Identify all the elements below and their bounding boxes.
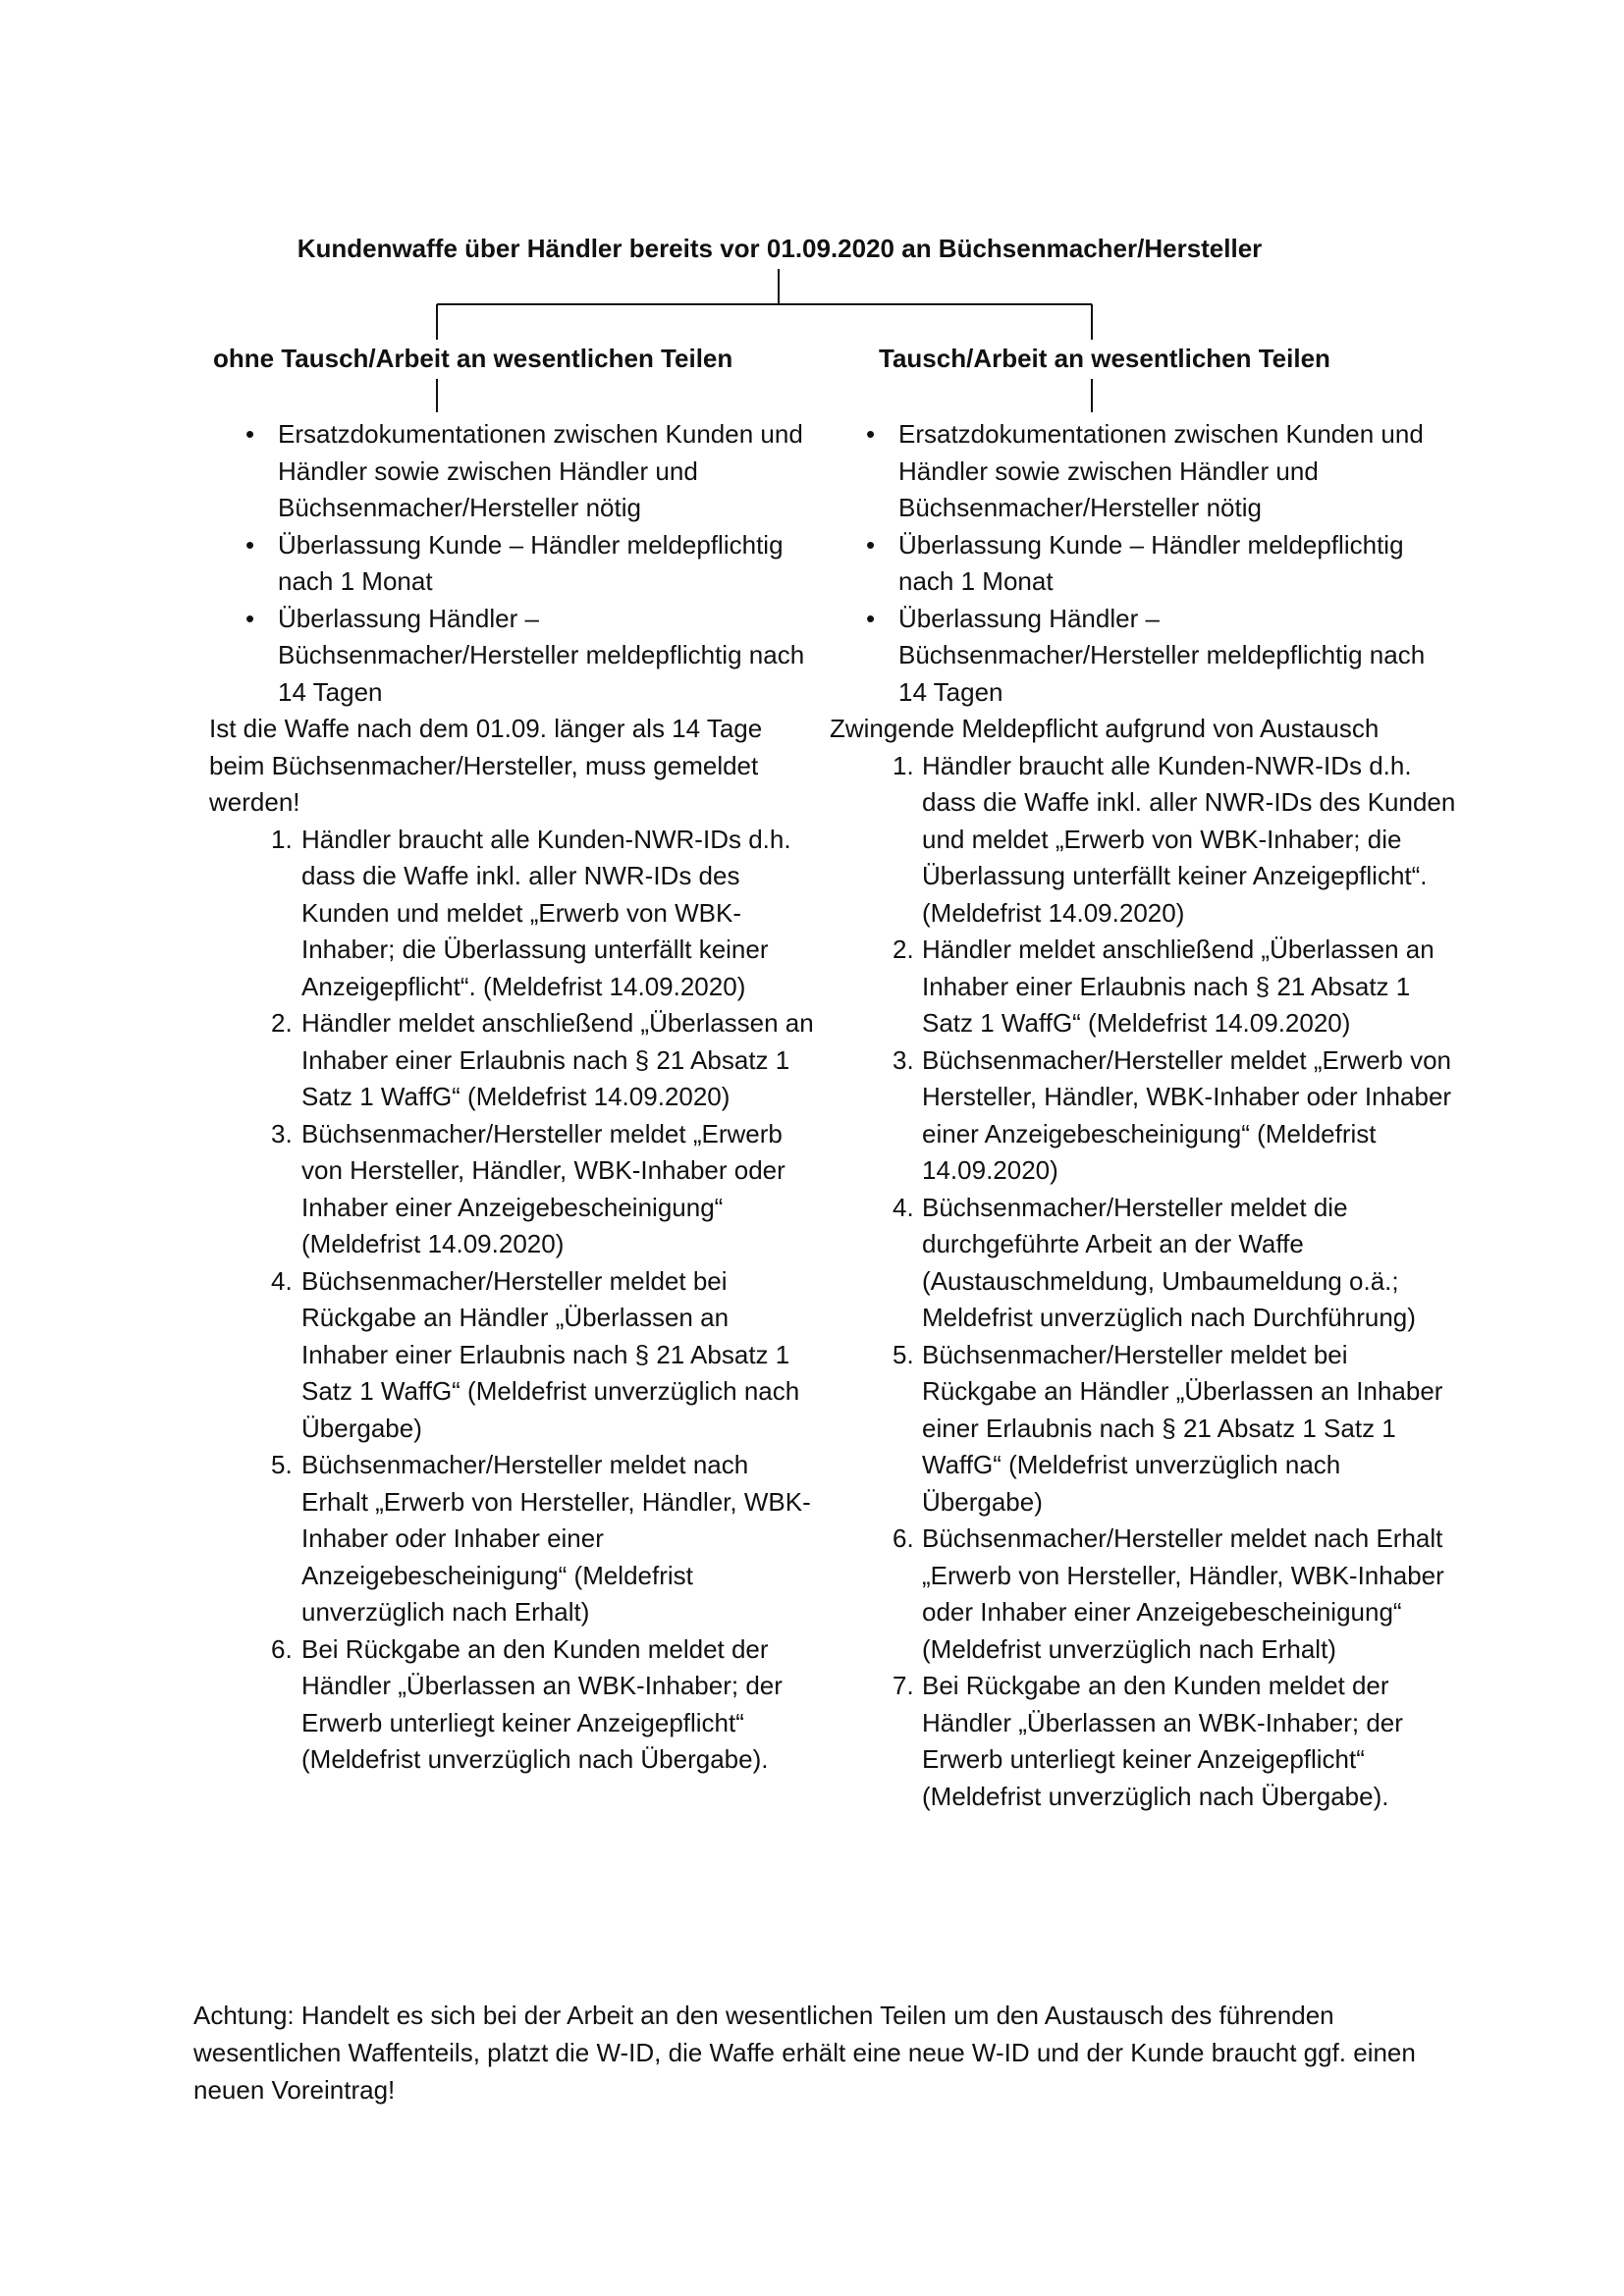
list-item bbox=[209, 1263, 818, 1448]
step-number: 6. bbox=[893, 1523, 914, 1553]
list-item: • Überlassung Kunde – Händler meldepflichtig nach 1 Monat bbox=[830, 527, 1458, 601]
list-item: • Überlassung Kunde – Händler meldepflichtig nach 1 Monat bbox=[209, 527, 818, 601]
step-text: Büchsenmacher/Hersteller meldet „Erwerb von Hersteller, Händler, WBK-Inhaber oder Inhaber einer Anzeigebescheinigung“ (Meldefrist 14.09.2020) bbox=[301, 1118, 785, 1258]
list-item bbox=[830, 1521, 1458, 1668]
list-item bbox=[830, 932, 1458, 1042]
step-text: Bei Rückgabe an den Kunden meldet der Händler „Überlassen an WBK-Inhaber; der Erwerb unterliegt keiner Anzeigepflicht“ (Meldefrist unverzüglich nach Übergabe). bbox=[301, 1633, 783, 1774]
list-item bbox=[209, 1005, 818, 1116]
right-bullet-list bbox=[830, 416, 1458, 711]
step-text: Bei Rückgabe an den Kunden meldet der Händler „Überlassen an WBK-Inhaber; der Erwerb unterliegt keiner Anzeigepflicht“ (Meldefrist unverzüglich nach Übergabe). bbox=[922, 1671, 1403, 1811]
step-number: 2. bbox=[893, 934, 914, 964]
list-item bbox=[830, 1042, 1458, 1190]
left-column bbox=[209, 416, 818, 1779]
list-item bbox=[830, 1337, 1458, 1522]
left-column-heading: ohne Tausch/Arbeit an wesentlichen Teilen bbox=[213, 344, 733, 373]
step-number: 3. bbox=[271, 1118, 293, 1148]
list-item: • Ersatzdokumentationen zwischen Kunden und Händler sowie zwischen Händler und Büchsenmacher/Hersteller nötig bbox=[209, 416, 818, 527]
step-text: Händler braucht alle Kunden-NWR-IDs d.h. dass die Waffe inkl. aller NWR-IDs des Kunden und meldet „Erwerb von WBK-Inhaber; die Überlassung unterfällt keiner Anzeigepflicht“. (Meldefrist 14.09.2020) bbox=[301, 824, 791, 1001]
step-text: Büchsenmacher/Hersteller meldet die durchgeführte Arbeit an der Waffe (Austauschmeldung, Umbaumeldung o.ä.; Meldefrist unverzüglich nach Durchführung) bbox=[922, 1192, 1416, 1332]
step-number: 7. bbox=[893, 1671, 914, 1700]
step-text: Händler meldet anschließend „Überlassen an Inhaber einer Erlaubnis nach § 21 Absatz 1 Satz 1 WaffG“ (Meldefrist 14.09.2020) bbox=[922, 934, 1435, 1038]
step-number: 6. bbox=[271, 1633, 293, 1664]
left-bullet-list bbox=[209, 416, 818, 711]
step-text: Büchsenmacher/Hersteller meldet nach Erhalt „Erwerb von Hersteller, Händler, WBK-Inhaber oder Inhaber einer Anzeigebescheinigung“ (Meldefrist unverzüglich nach Erhalt) bbox=[301, 1450, 811, 1627]
document-title: Kundenwaffe über Händler bereits vor 01.09.2020 an Büchsenmacher/Hersteller bbox=[297, 234, 1263, 263]
list-item bbox=[209, 822, 818, 1006]
right-steps-list bbox=[830, 748, 1458, 1816]
step-text: Händler braucht alle Kunden-NWR-IDs d.h. dass die Waffe inkl. aller NWR-IDs des Kunden und meldet „Erwerb von WBK-Inhaber; die Überlassung unterfällt keiner Anzeigepflicht“. (Meldefrist 14.09.2020) bbox=[922, 750, 1456, 928]
right-intro-text: Zwingende Meldepflicht aufgrund von Austausch bbox=[830, 714, 1380, 743]
warning-note: Achtung: Handelt es sich bei der Arbeit an den wesentlichen Teilen um den Austausch des führenden wesentlichen Waffenteils, platzt die W-ID, die Waffe erhält eine neue W-ID und der Kunde braucht ggf. einen neuen Voreintrag! bbox=[193, 2001, 1416, 2105]
step-text: Büchsenmacher/Hersteller meldet nach Erhalt „Erwerb von Hersteller, Händler, WBK-Inhaber oder Inhaber einer Anzeigebescheinigung“ (Meldefrist unverzüglich nach Erhalt) bbox=[922, 1523, 1444, 1664]
step-text: Büchsenmacher/Hersteller meldet bei Rückgabe an Händler „Überlassen an Inhaber einer Erlaubnis nach § 21 Absatz 1 Satz 1 WaffG“ (Meldefrist unverzüglich nach Übergabe) bbox=[301, 1265, 800, 1443]
list-item bbox=[830, 1668, 1458, 1815]
step-number: 5. bbox=[893, 1339, 914, 1369]
right-column-heading: Tausch/Arbeit an wesentlichen Teilen bbox=[879, 344, 1330, 373]
step-text: Büchsenmacher/Hersteller meldet „Erwerb von Hersteller, Händler, WBK-Inhaber oder Inhaber einer Anzeigebescheinigung“ (Meldefrist 14.09.2020) bbox=[922, 1044, 1452, 1185]
step-number: 2. bbox=[271, 1008, 293, 1038]
list-item bbox=[830, 748, 1458, 933]
step-number: 3. bbox=[893, 1044, 914, 1075]
step-number: 1. bbox=[893, 750, 914, 780]
step-text: Büchsenmacher/Hersteller meldet bei Rückgabe an Händler „Überlassen an Inhaber einer Erlaubnis nach § 21 Absatz 1 Satz 1 WaffG“ (Meldefrist unverzüglich nach Übergabe) bbox=[922, 1339, 1443, 1517]
left-steps-list bbox=[209, 822, 818, 1779]
step-number: 5. bbox=[271, 1450, 293, 1479]
step-number: 4. bbox=[893, 1192, 914, 1222]
step-number: 4. bbox=[271, 1265, 293, 1296]
list-item bbox=[830, 1190, 1458, 1337]
list-item: • Überlassung Händler – Büchsenmacher/Hersteller meldepflichtig nach 14 Tagen bbox=[209, 601, 818, 712]
list-item bbox=[209, 1631, 818, 1779]
list-item bbox=[209, 1447, 818, 1631]
left-intro-text: Ist die Waffe nach dem 01.09. länger als 14 Tage beim Büchsenmacher/Hersteller, muss gemeldet werden! bbox=[209, 714, 763, 817]
list-item: • Ersatzdokumentationen zwischen Kunden und Händler sowie zwischen Händler und Büchsenmacher/Hersteller nötig bbox=[830, 416, 1458, 527]
list-item bbox=[209, 1116, 818, 1263]
list-item: • Überlassung Händler – Büchsenmacher/Hersteller meldepflichtig nach 14 Tagen bbox=[830, 601, 1458, 712]
step-text: Händler meldet anschließend „Überlassen an Inhaber einer Erlaubnis nach § 21 Absatz 1 Satz 1 WaffG“ (Meldefrist 14.09.2020) bbox=[301, 1008, 814, 1111]
step-number: 1. bbox=[271, 824, 293, 854]
right-column bbox=[830, 416, 1458, 1815]
